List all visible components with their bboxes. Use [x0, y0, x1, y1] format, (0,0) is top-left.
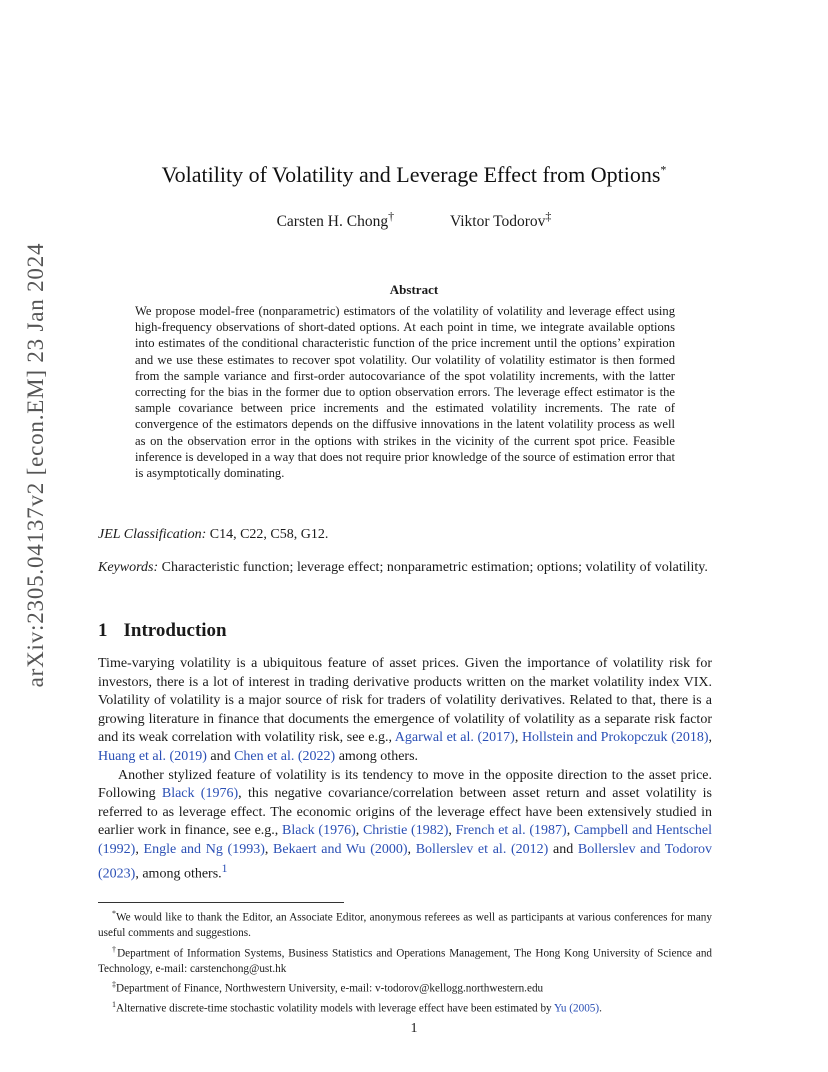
footnote-link[interactable]: 1 [221, 861, 228, 875]
citation-link[interactable]: Campbell and Hentschel (1992) [98, 823, 713, 857]
author-footnote-mark[interactable]: † [388, 209, 395, 223]
citation-link[interactable]: Christie (1982) [362, 823, 449, 839]
footnote-mark: * [112, 909, 116, 918]
section-title: Introduction [123, 620, 227, 641]
footnotes [98, 906, 712, 1017]
citation-link[interactable]: Bollerslev and Todorov (2023) [98, 841, 712, 882]
citation-link[interactable]: Bekaert and Wu (2000) [273, 841, 408, 857]
paragraph-2: Another stylized feature of volatility is its tendency to move in the opposite direction to the asset price. Following Black (1976), this negative covariance/correlation between asset return and asset volatility is referred to as leverage effect. The economic origins of the leverage effect have been extensively studied in earlier work in finance, see e.g., Black (1976), Christie (1982), French et al. (1987), Campbell and Hentschel (1992), Engle and Ng (1993), Bekaert and Wu (2000), Bollerslev et al. (2012) and Bollerslev and Todorov (2023), among others.$^1$ [98, 767, 713, 882]
footnote-mark: † [112, 944, 118, 954]
citation-link[interactable]: French et al. (1987) [455, 823, 567, 839]
citation-link[interactable]: Black (1976) [161, 786, 239, 802]
citation-link[interactable]: Yu (2005) [554, 1002, 600, 1015]
footnote-mark: ‡ [112, 980, 116, 990]
paragraph-text: and [206, 748, 235, 764]
jel-label: JEL Classification: [98, 527, 207, 542]
footnote-text: Department of Information Systems, Business Statistics and Operations Management, The Hong Kong University of Science and Technology, e-mail: carstenchong@ust.hk [98, 947, 713, 975]
footnote-text: Alternative discrete-time stochastic volatility models with leverage effect have been estimated by [116, 1002, 555, 1015]
citation-link[interactable]: Engle and Ng (1993) [143, 841, 265, 857]
section-number: 1 [98, 620, 108, 641]
citation-link[interactable]: Huang et al. (2019) [98, 748, 207, 764]
arxiv-identifier: arXiv:2305.04137v2 [econ.EM] 23 Jan 2024 [23, 242, 48, 688]
author-list [0, 209, 828, 231]
paper-title [0, 162, 828, 188]
citation-link[interactable]: Chen et al. (2022) [234, 748, 336, 764]
page-number: 1 [410, 1021, 418, 1036]
paragraph-text: , this negative covariance/correlation between asset return and asset volatility is referred to as leverage effect. The economic origins of the leverage effect have been extensively studied in earlier work in finance, see e.g., [98, 786, 712, 839]
footnote-1 [98, 997, 712, 1017]
footnote-affiliation-chong [98, 942, 712, 978]
paragraph-text: among others. [335, 748, 419, 764]
keywords-label: Keywords: [98, 560, 159, 575]
author-footnote-mark[interactable]: ‡ [545, 209, 552, 223]
paragraph-text: Time-varying volatility is a ubiquitous feature of asset prices. Given the importance of volatility risk for investors, there is a lot of interest in trading derivative products written on the market volatility index VIX. Volatility of volatility is a major source of risk for traders of volatility derivatives. Related to that, there is a growing literature in finance that documents the emergence of volatility of volatility as a separate risk factor and its weak correlation with volatility risk, see e.g., [98, 656, 712, 746]
jel-codes: C14, C22, C58, G12. [209, 527, 329, 542]
footnote-text: Department of Finance, Northwestern University, e-mail: v-todorov@kellogg.northwestern.edu [116, 982, 544, 995]
arxiv-side-stamp [0, 0, 60, 1072]
author-name: Carsten H. Chong [276, 213, 389, 231]
footnote-acknowledgement [98, 906, 712, 942]
title-footnote-mark[interactable]: * [660, 162, 667, 177]
abstract-heading: Abstract [389, 282, 439, 297]
footnote-text: . [599, 1002, 602, 1015]
introduction-body [98, 655, 712, 884]
section-heading-introduction [98, 620, 227, 642]
title-text: Volatility of Volatility and Leverage Effect from Options [161, 162, 661, 187]
footnote-affiliation-todorov [98, 977, 712, 997]
citation-link[interactable]: Bollerslev et al. (2012) [415, 841, 549, 857]
keywords-value: Characteristic function; leverage effect; nonparametric estimation; options; volatility of volatility. [161, 560, 708, 575]
citation-link[interactable]: Hollstein and Prokopczuk (2018) [521, 730, 709, 746]
author-todorov [450, 209, 551, 231]
footnote-text: We would like to thank the Editor, an Associate Editor, anonymous referees as well as participants at various conferences for many useful comments and suggestions. [98, 911, 712, 940]
jel-classification [98, 527, 328, 543]
author-chong [277, 209, 395, 231]
keywords [98, 558, 712, 577]
citation-link[interactable]: Black (1976) [282, 823, 356, 839]
author-name: Viktor Todorov [449, 213, 546, 231]
citation-link[interactable]: Agarwal et al. (2017) [394, 730, 515, 746]
footnote-mark: 1 [112, 1000, 116, 1010]
paragraph-text: and [548, 841, 578, 857]
footnote-divider [98, 902, 344, 903]
abstract-text: We propose model-free (nonparametric) estimators of the volatility of volatility and leverage effect using high-frequency observations of short-dated options. At each point in time, we integrate available options into estimates of the conditional characteristic function of the price increment until the options’ expiration and we use these estimates to recover spot volatility. Our volatility of volatility estimator is then formed from the sample variance and first-order autocovariance of the spot volatility increments, with the latter correcting for the bias in the former due to option observation errors. The leverage effect estimator is the sample covariance between price increments and the estimated volatility increments. The rate of convergence of the estimators depends on the diffusive innovations in the latent volatility process as well as on the observation error in the options with strikes in the vicinity of the current spot price. Feasible inference is developed in a way that does not require prior knowledge of the source of estimation error that is asymptotically dominating. [135, 304, 675, 481]
paragraph-1: Time-varying volatility is a ubiquitous feature of asset prices. Given the importance of volatility risk for investors, there is a lot of interest in trading derivative products written on the market volatility index VIX. Volatility of volatility is a major source of risk for traders of volatility derivatives. Related to that, there is a growing literature in finance that documents the emergence of volatility of volatility as a separate risk factor and its weak correlation with volatility risk, see e.g., Agarwal et al. (2017), Hollstein and Prokopczuk (2018), Huang et al. (2019) and Chen et al. (2022) among others. [98, 656, 712, 764]
paragraph-text: , among others. [135, 866, 222, 882]
paragraph-text: Another stylized feature of volatility is its tendency to move in the opposite direction to the asset price. Following [98, 767, 712, 802]
